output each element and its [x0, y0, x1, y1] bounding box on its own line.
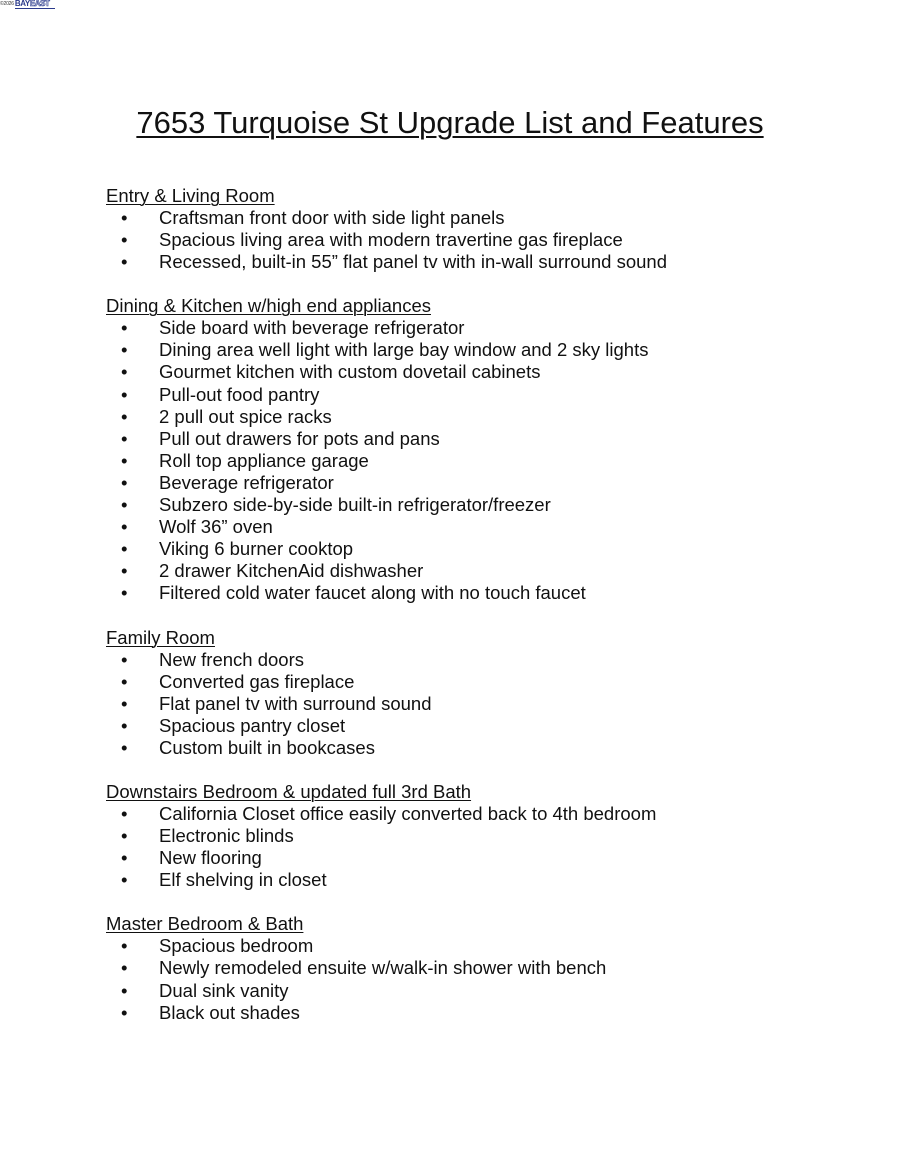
feature-section	[106, 627, 866, 759]
list-item-text: Dining area well light with large bay window and 2 sky lights	[159, 339, 649, 361]
feature-section	[106, 913, 866, 1023]
list-item-text: Pull out drawers for pots and pans	[159, 427, 440, 449]
bullet-glyph: •	[121, 670, 128, 692]
list-item-text: Elf shelving in closet	[159, 869, 327, 891]
logo-name-outline: EAST	[29, 0, 50, 8]
feature-list	[106, 803, 866, 891]
bullet-glyph: •	[121, 736, 128, 758]
bullet-glyph: •	[121, 471, 128, 493]
bullet-glyph: •	[121, 979, 128, 1001]
bullet-glyph: •	[121, 516, 128, 538]
logo-name	[15, 0, 55, 8]
list-item	[106, 869, 866, 891]
list-item	[106, 957, 866, 979]
list-item	[106, 649, 866, 671]
bullet-glyph: •	[121, 251, 128, 273]
bullet-glyph: •	[121, 957, 128, 979]
list-item-text: 2 pull out spice racks	[159, 405, 332, 427]
list-item	[106, 361, 866, 383]
list-item	[106, 847, 866, 869]
feature-list	[106, 935, 866, 1023]
list-item	[106, 516, 866, 538]
list-item	[106, 671, 866, 693]
list-item	[106, 339, 866, 361]
list-item	[106, 450, 866, 472]
list-item	[106, 406, 866, 428]
bullet-glyph: •	[121, 648, 128, 670]
bullet-glyph: •	[121, 802, 128, 824]
feature-section	[106, 185, 866, 273]
list-item-text: Black out shades	[159, 1001, 300, 1023]
list-item	[106, 560, 866, 582]
list-item-text: 2 drawer KitchenAid dishwasher	[159, 560, 424, 582]
list-item-text: Craftsman front door with side light panels	[159, 207, 505, 228]
list-item-text: Roll top appliance garage	[159, 449, 369, 471]
bullet-glyph: •	[121, 361, 128, 383]
list-item	[106, 384, 866, 406]
document-title: 7653 Turquoise St Upgrade List and Features	[136, 105, 764, 140]
list-item	[106, 229, 866, 251]
list-item-text: Dual sink vanity	[159, 979, 289, 1001]
list-item	[106, 980, 866, 1002]
list-item-text: Pull-out food pantry	[159, 383, 320, 405]
list-item	[106, 251, 866, 273]
list-item	[106, 693, 866, 715]
feature-section	[106, 781, 866, 891]
list-item	[106, 1002, 866, 1024]
bullet-glyph: •	[121, 847, 128, 869]
list-item-text: Newly remodeled ensuite w/walk-in shower with bench	[159, 957, 607, 979]
list-item	[106, 472, 866, 494]
bullet-glyph: •	[121, 582, 128, 604]
bullet-glyph: •	[121, 427, 128, 449]
list-item-text: Custom built in bookcases	[159, 736, 375, 758]
list-item-text: Gourmet kitchen with custom dovetail cabinets	[159, 361, 541, 383]
list-item	[106, 494, 866, 516]
logo-mark	[15, 0, 55, 9]
list-item	[106, 825, 866, 847]
list-item-text: Side board with beverage refrigerator	[159, 317, 465, 339]
feature-sections	[106, 185, 866, 1046]
list-item	[106, 582, 866, 604]
section-heading: Dining & Kitchen w/high end appliances	[106, 295, 431, 317]
bullet-glyph: •	[121, 207, 128, 228]
list-item-text: New flooring	[159, 847, 262, 869]
list-item-text: Spacious bedroom	[159, 935, 314, 957]
bullet-glyph: •	[121, 229, 128, 251]
bullet-glyph: •	[121, 1001, 128, 1023]
feature-list	[106, 649, 866, 759]
list-item	[106, 737, 866, 759]
section-heading: Downstairs Bedroom & updated full 3rd Bath	[106, 780, 472, 802]
bullet-glyph: •	[121, 560, 128, 582]
bullet-glyph: •	[121, 714, 128, 736]
bullet-glyph: •	[121, 935, 128, 957]
list-item	[106, 715, 866, 737]
list-item-text: Filtered cold water faucet along with no touch faucet	[159, 582, 586, 604]
feature-list	[106, 317, 866, 604]
logo-name-solid: BAY	[14, 0, 30, 8]
logo-copyright: ©2026	[0, 1, 14, 7]
list-item-text: Flat panel tv with surround sound	[159, 692, 432, 714]
list-item-text: Subzero side-by-side built-in refrigerator/freezer	[159, 494, 551, 516]
bullet-glyph: •	[121, 339, 128, 361]
list-item-text: New french doors	[159, 648, 304, 670]
bullet-glyph: •	[121, 825, 128, 847]
list-item-text: Recessed, built-in 55” flat panel tv with in-wall surround sound	[159, 251, 667, 273]
bullet-glyph: •	[121, 494, 128, 516]
list-item-text: Electronic blinds	[159, 825, 294, 847]
list-item	[106, 538, 866, 560]
feature-section	[106, 295, 866, 604]
bayeast-logo	[0, 0, 55, 10]
list-item	[106, 207, 866, 229]
list-item-text: California Closet office easily converted back to 4th bedroom	[159, 802, 657, 824]
bullet-glyph: •	[121, 317, 128, 339]
bullet-glyph: •	[121, 449, 128, 471]
list-item	[106, 428, 866, 450]
list-item	[106, 935, 866, 957]
bullet-glyph: •	[121, 869, 128, 891]
list-item-text: Wolf 36” oven	[159, 516, 273, 538]
list-item	[106, 317, 866, 339]
feature-list	[106, 207, 866, 273]
section-heading: Master Bedroom & Bath	[106, 913, 304, 935]
section-heading: Family Room	[106, 626, 215, 648]
logo-underline	[15, 8, 55, 9]
bullet-glyph: •	[121, 538, 128, 560]
list-item-text: Beverage refrigerator	[159, 471, 334, 493]
list-item	[106, 803, 866, 825]
section-heading: Entry & Living Room	[106, 185, 275, 206]
list-item-text: Spacious pantry closet	[159, 714, 346, 736]
bullet-glyph: •	[121, 692, 128, 714]
bullet-glyph: •	[121, 405, 128, 427]
list-item-text: Spacious living area with modern travertine gas fireplace	[159, 229, 623, 251]
list-item-text: Viking 6 burner cooktop	[159, 538, 354, 560]
list-item-text: Converted gas fireplace	[159, 670, 355, 692]
bullet-glyph: •	[121, 383, 128, 405]
